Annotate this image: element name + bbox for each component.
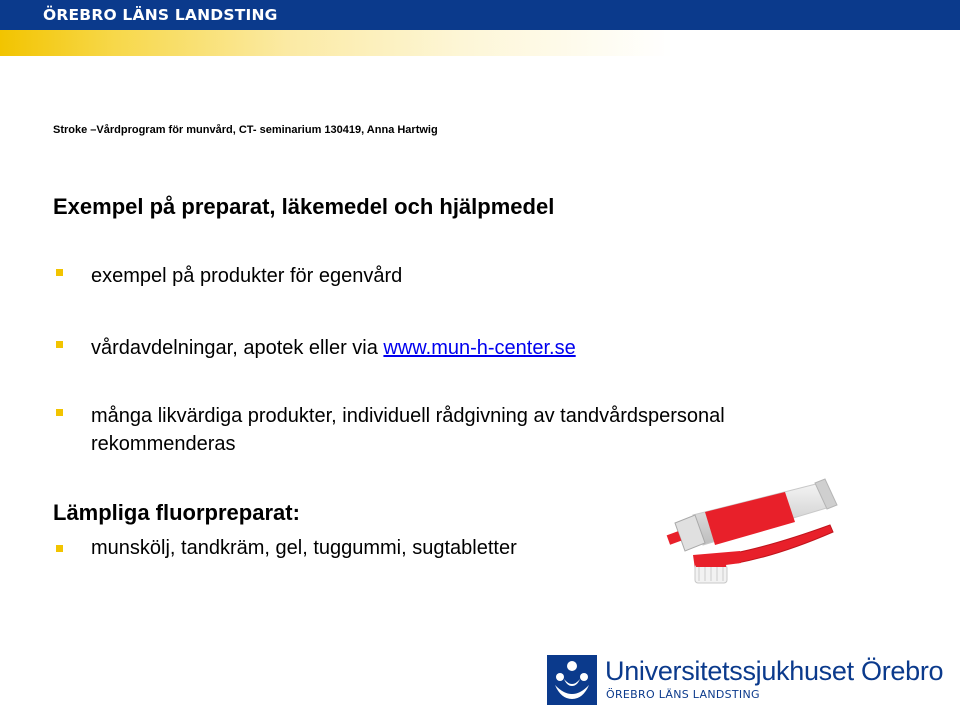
- slide-subheader: Stroke –Vårdprogram för munvård, CT- seminarium 130419, Anna Hartwig: [53, 124, 438, 136]
- header-bar: [0, 0, 960, 30]
- bullet-fluoride-products: munskölj, tandkräm, gel, tuggummi, sugtabletter: [91, 537, 517, 559]
- org-name: ÖREBRO LÄNS LANDSTING: [43, 6, 278, 24]
- slide-title: Exempel på preparat, läkemedel och hjälpmedel: [53, 194, 555, 219]
- mun-h-center-link[interactable]: www.mun-h-center.se: [383, 337, 576, 359]
- bullet-where-to-buy-text: vårdavdelningar, apotek eller via: [91, 337, 384, 359]
- bullet-equivalent-products-line2: rekommenderas: [91, 433, 236, 455]
- hospital-logo: [547, 655, 944, 705]
- header-accent-band: [0, 30, 960, 56]
- bullet-where-to-buy: [91, 334, 576, 362]
- bullet-marker: [56, 409, 63, 416]
- bullet-marker: [56, 341, 63, 348]
- bullet-marker: [56, 269, 63, 276]
- fluoride-heading: Lämpliga fluorpreparat:: [53, 500, 300, 525]
- bullet-self-care-products: exempel på produkter för egenvård: [91, 265, 403, 287]
- bullet-equivalent-products: [91, 402, 725, 458]
- bullet-marker: [56, 545, 63, 552]
- hospital-subtitle: ÖREBRO LÄNS LANDSTING: [606, 688, 760, 701]
- toothpaste-and-toothbrush-icon: [665, 475, 840, 590]
- hospital-emblem-icon: [547, 655, 597, 705]
- bullet-equivalent-products-line1: många likvärdiga produkter, individuell rådgivning av tandvårdspersonal: [91, 405, 725, 427]
- hospital-name: Universitetssjukhuset Örebro: [605, 656, 944, 686]
